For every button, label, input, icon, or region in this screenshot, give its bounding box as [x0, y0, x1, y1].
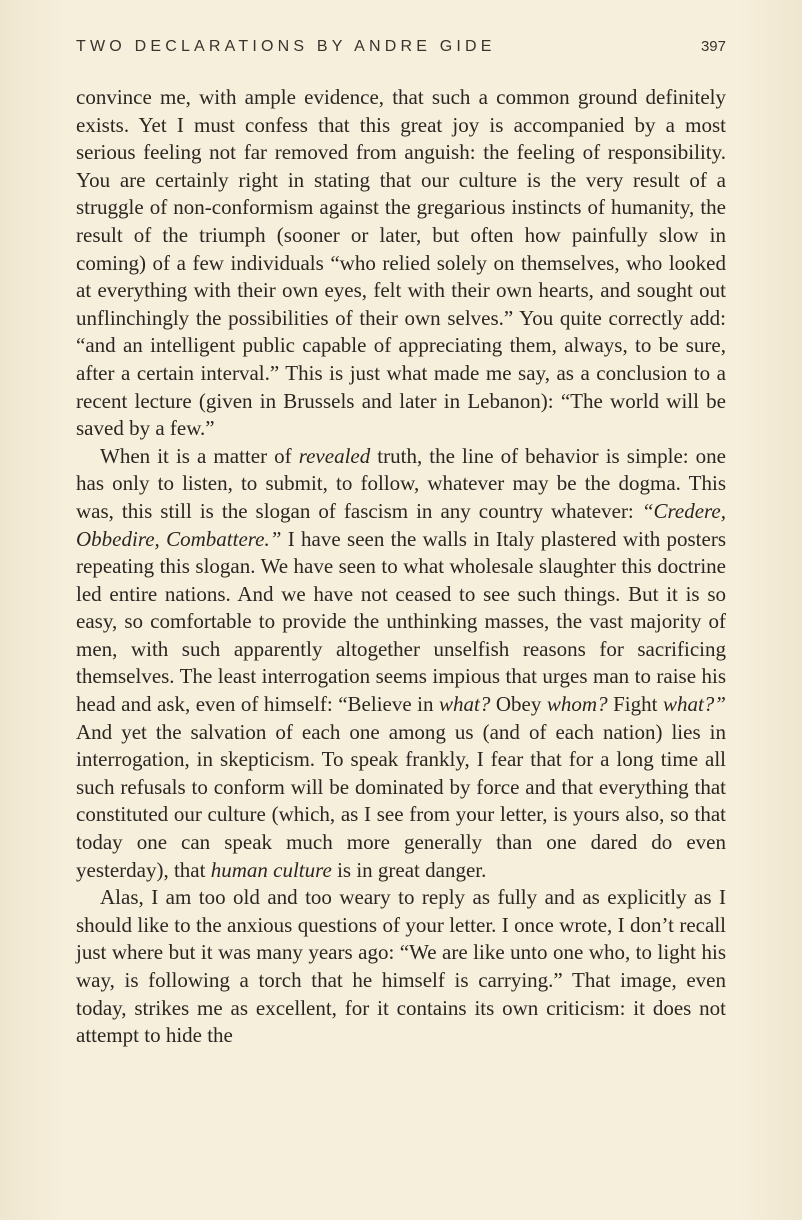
text-segment: is in great danger.	[331, 857, 487, 882]
italic-segment: what?	[439, 692, 491, 717]
italic-segment: human culture	[210, 857, 332, 882]
page-number: 397	[700, 38, 726, 55]
running-title: TWO DECLARATIONS BY ANDRE GIDE	[76, 38, 496, 55]
italic-segment: revealed	[298, 443, 371, 468]
text-segment: Alas, I am too old and too weary to reply as fully and as explicitly as I should like to the anxious questions of your letter. I once wrote, I don’t recall just where but it was many years ago: “We are like unto one who, to light his way, is following a torch that he himself is carrying.” That image, even today, strikes me as excellent, for it contains its own criticism: it does not attempt to hide the	[76, 885, 726, 1048]
text-segment: And yet the salvation of each one among us (and of each nation) lies in interrogation, in skepticism. To speak frankly, I fear that for a long time all such refusals to conform will be dominated by force and that everything that constituted our culture (which, as I see from your letter, is yours also, so that today one can speak much more generally than one dared do even yesterday), that	[76, 719, 726, 882]
text-segment: Fight	[607, 692, 663, 717]
paragraph	[76, 84, 726, 443]
italic-segment: “Credere, Obbedire, Combattere.”	[76, 498, 726, 551]
text-segment: When it is a matter of	[100, 443, 299, 468]
text-segment: truth, the line of behavior is simple: one has only to listen, to submit, to follow, whatever may be the dogma. This was, this still is the slogan of fascism in any country whatever:	[76, 443, 726, 523]
body-text	[76, 84, 726, 1050]
italic-segment: what?”	[662, 692, 726, 717]
text-segment: convince me, with ample evidence, that such a common ground definitely exists. Yet I must confess that this great joy is accompanied by a most serious feeling not far removed from anguish: the feeling of responsibility. You are certainly right in stating that our culture is the very result of a struggle of non-conformism against the gregarious instincts of humanity, the result of the triumph (sooner or later, but often how painfully slow in coming) of a few individuals “who relied solely on themselves, who looked at everything with their own eyes, felt with their own hearts, and sought out unflinchingly the possibilities of their own selves.” You quite correctly add: “and an intelligent public capable of appreciating them, always, to be sure, after a certain interval.” This is just what made me say, as a conclusion to a recent lecture (given in Brussels and later in Lebanon): “The world will be saved by a few.”	[76, 85, 726, 441]
italic-segment: whom?	[546, 692, 608, 717]
text-segment: Obey	[490, 692, 547, 717]
running-head	[76, 38, 726, 62]
paragraph	[76, 443, 726, 885]
paragraph	[76, 884, 726, 1050]
text-segment: I have seen the walls in Italy plastered with posters repeating this slogan. We have seen to what wholesale slaughter this doctrine led entire nations. And we have not ceased to see such things. But it is so easy, so comfortable to provide the unthinking masses, the vast majority of men, with such apparently altogether unselfish reasons for sacrificing themselves. The least interrogation seems impious that urges man to raise his head and ask, even of himself: “Believe in	[76, 526, 727, 717]
